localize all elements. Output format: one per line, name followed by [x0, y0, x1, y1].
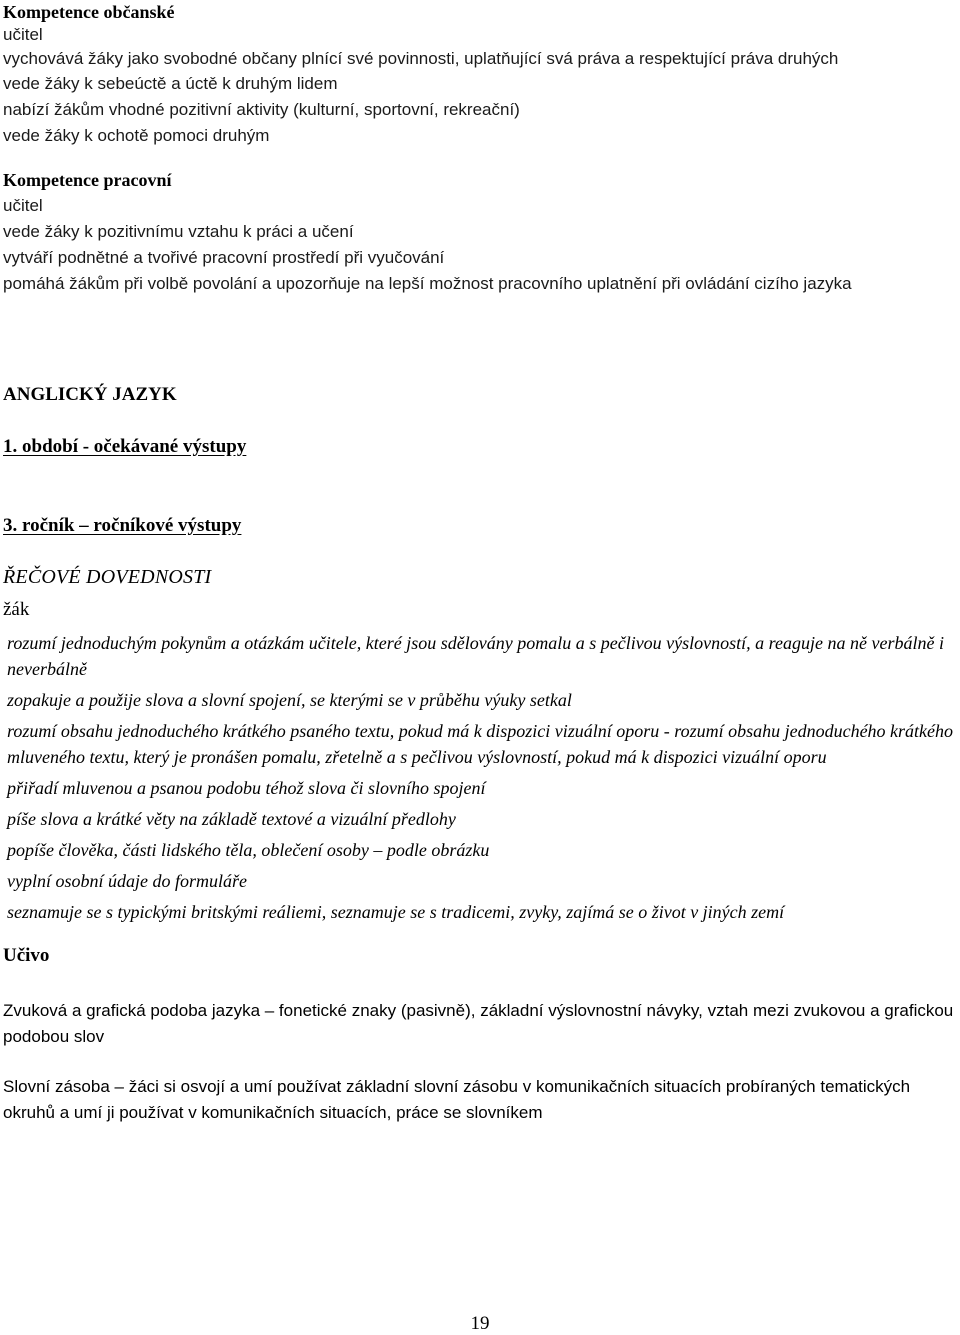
learning-content-paragraph: Zvuková a grafická podoba jazyka – fonetické znaky (pasivně), základní výslovnostní návyky, vztah mezi zvukovou a grafickou podobou slov: [3, 1001, 954, 1046]
work-competence-title: Kompetence pracovní: [3, 170, 172, 190]
outcome-item: vyplní osobní údaje do formuláře: [7, 871, 247, 891]
english-section: [3, 383, 956, 925]
spacer: [3, 930, 956, 944]
work-competence-item: pomáhá žákům při volbě povolání a upozorňuje na lepší možnost pracovního uplatnění při ovládání cizího jazyka: [3, 274, 852, 293]
subject-title: ANGLICKÝ JAZYK: [3, 384, 177, 405]
spacer: [3, 459, 956, 514]
learning-content-section: [3, 944, 956, 1126]
spacer: [3, 589, 956, 598]
learning-content-title: Učivo: [3, 945, 50, 966]
outcome-item: rozumí jednoduchým pokynům a otázkám učitele, které jsou sdělovány pomalu a s pečlivou výslovností, a reaguje na ně verbálně i neverbálně: [7, 633, 944, 679]
civic-competence-item: nabízí žákům vhodné pozitivní aktivity (kulturní, sportovní, rekreační): [3, 100, 520, 119]
civic-competence-item: vede žáky k ochotě pomoci druhým: [3, 126, 270, 145]
outcome-item: píše slova a krátké věty na základě textové a vizuální předlohy: [7, 809, 456, 829]
outcome-item: seznamuje se s typickými britskými reáliemi, seznamuje se s tradicemi, zvyky, zajímá se o život v jiných zemí: [7, 902, 785, 922]
period-title: 1. období - očekávané výstupy: [3, 436, 247, 457]
civic-competence-title: Kompetence občanské: [3, 2, 175, 22]
spacer: [3, 149, 956, 167]
civic-competence-section: [3, 0, 956, 149]
civic-competence-item: vede žáky k sebeúctě a úctě k druhým lidem: [3, 74, 338, 93]
learner-label: žák: [3, 599, 30, 620]
learning-content-paragraph: Slovní zásoba – žáci si osvojí a umí používat základní slovní zásobu v komunikačních situacích probíraných tematických okruhů a umí ji používat v komunikačních situacích, práce se slovníkem: [3, 1077, 911, 1122]
work-competence-item: vytváří podnětné a tvořivé pracovní prostředí při vyučování: [3, 248, 445, 267]
spacer: [3, 538, 956, 565]
speaking-skills-title: ŘEČOVÉ DOVEDNOSTI: [3, 566, 212, 588]
spacer: [3, 1050, 956, 1074]
work-competence-section: [3, 167, 956, 297]
outcome-item: zopakuje a použije slova a slovní spojení, se kterými se v průběhu výuky setkal: [7, 690, 572, 710]
outcome-item: rozumí obsahu jednoduchého krátkého psaného textu, pokud má k dispozici vizuální oporu - rozumí obsahu jednoduchého krátkého mluveného textu, který je pronášen pomalu, zřetelně a s pečlivou výslovností, pokud má k dispozici vizuální oporu: [7, 721, 954, 767]
outcome-item: popíše člověka, části lidského těla, oblečení osoby – podle obrázku: [7, 840, 490, 860]
outcome-list: [3, 630, 956, 925]
outcome-item: přiřadí mluvenou a psanou podobu téhož slova či slovního spojení: [7, 778, 486, 798]
spacer: [3, 968, 956, 998]
spacer: [3, 297, 956, 383]
work-competence-item: vede žáky k pozitivnímu vztahu k práci a učení: [3, 222, 354, 241]
civic-competence-subject: učitel: [3, 25, 43, 44]
spacer: [3, 622, 956, 630]
civic-competence-item: vychovává žáky jako svobodné občany plnící své povinnosti, uplatňující svá práva a respektující práva druhých: [3, 49, 839, 68]
year-title: 3. ročník – ročníkové výstupy: [3, 515, 242, 536]
work-competence-subject: učitel: [3, 196, 43, 215]
spacer: [3, 407, 956, 435]
page-number: 19: [470, 1313, 490, 1334]
